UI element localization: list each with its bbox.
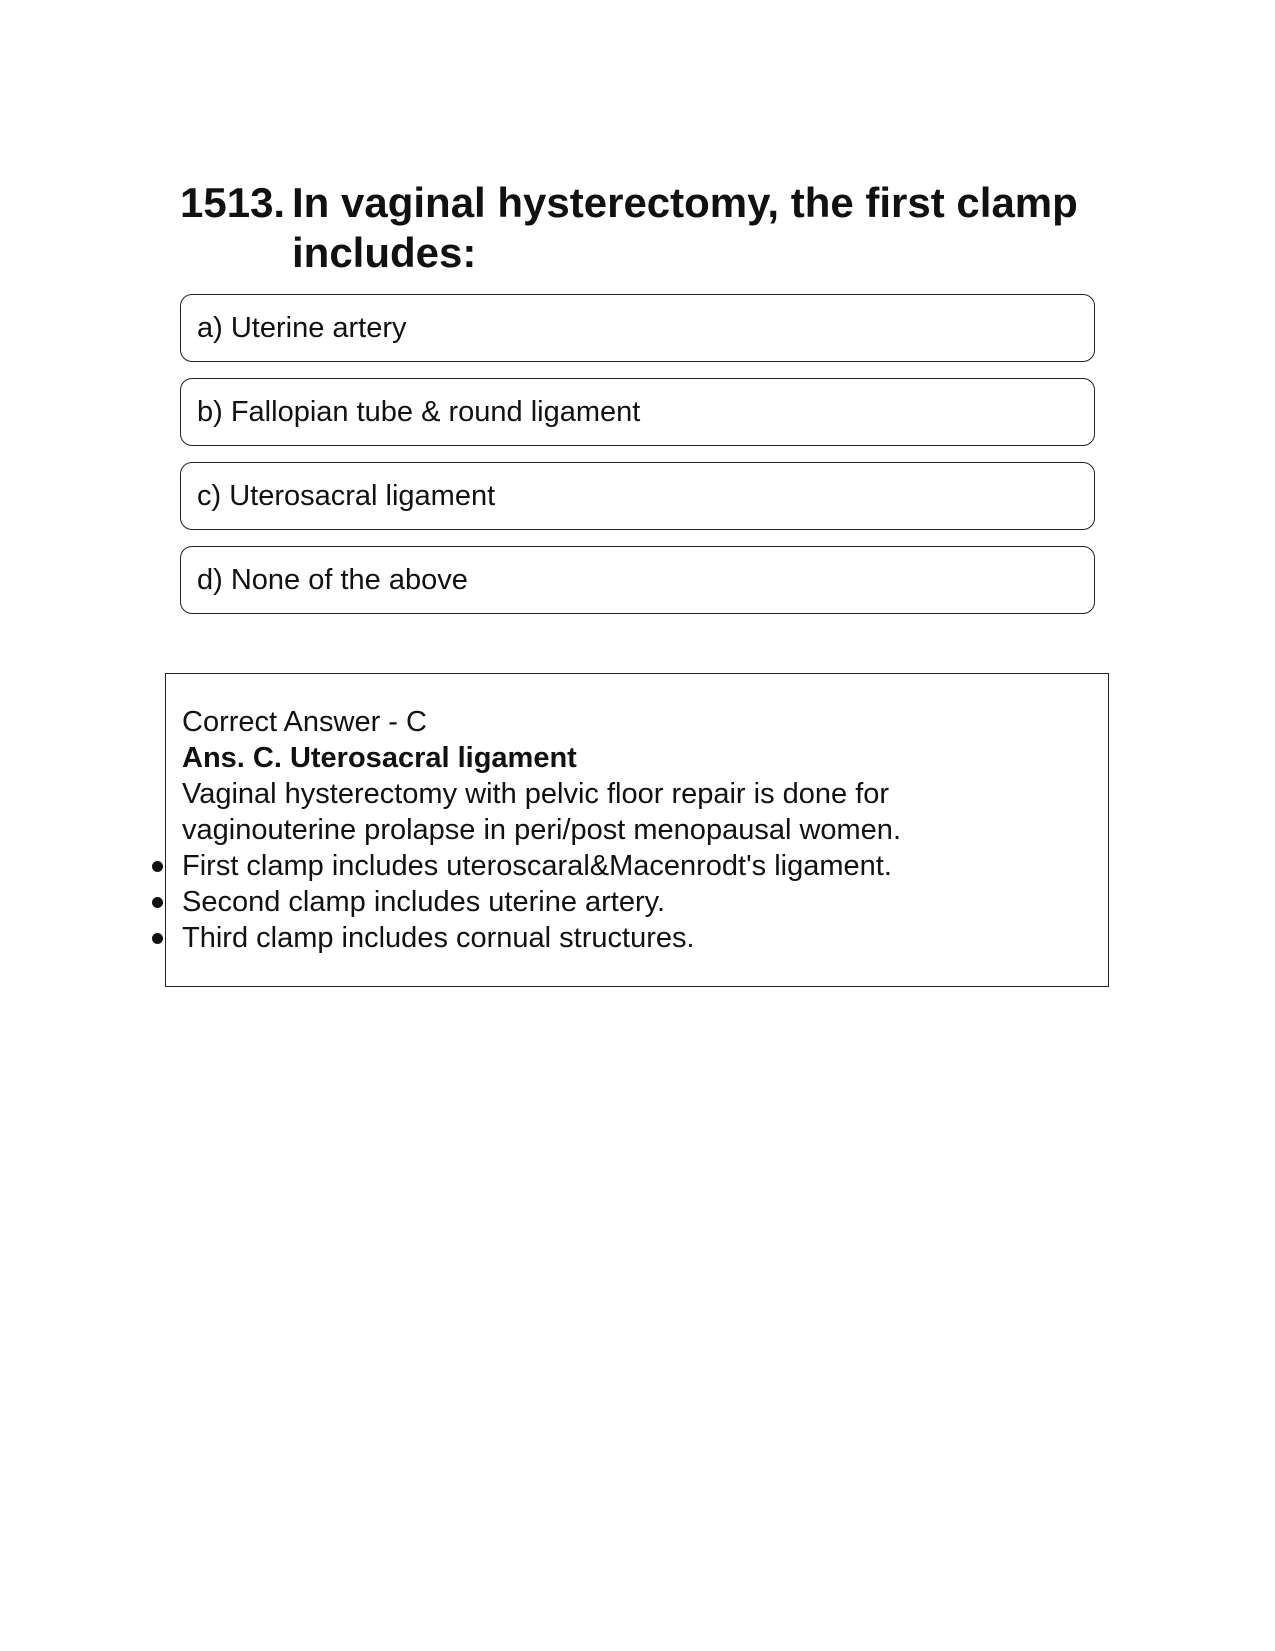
- question-heading: [180, 178, 1100, 278]
- options-list: [180, 294, 1095, 630]
- bullet-text: Third clamp includes cornual structures.: [182, 922, 695, 954]
- bullet-item: [182, 848, 1092, 884]
- question-number: 1513.: [180, 179, 286, 226]
- bullet-text: First clamp includes uteroscaral&Macenrodt's ligament.: [182, 850, 892, 882]
- correct-answer: Correct Answer - C: [182, 706, 427, 738]
- question-text: In vaginal hysterectomy, the first clamp includes:: [292, 179, 1078, 276]
- answer-heading: Ans. C. Uterosacral ligament: [182, 742, 577, 774]
- bullet-dot-icon: [152, 933, 163, 944]
- bullet-dot-icon: [152, 861, 163, 872]
- bullet-text: Second clamp includes uterine artery.: [182, 886, 666, 918]
- explanation-bullets: [182, 848, 1092, 956]
- option-d[interactable]: d) None of the above: [180, 546, 1095, 614]
- bullet-item: [182, 920, 1092, 956]
- bullet-dot-icon: [152, 897, 163, 908]
- option-a[interactable]: a) Uterine artery: [180, 294, 1095, 362]
- explanation-line-2: vaginouterine prolapse in peri/post menopausal women.: [182, 814, 901, 846]
- option-c[interactable]: c) Uterosacral ligament: [180, 462, 1095, 530]
- answer-explanation-box: [165, 673, 1109, 987]
- option-b[interactable]: b) Fallopian tube & round ligament: [180, 378, 1095, 446]
- explanation-line-1: Vaginal hysterectomy with pelvic floor repair is done for: [182, 778, 890, 810]
- bullet-item: [182, 884, 1092, 920]
